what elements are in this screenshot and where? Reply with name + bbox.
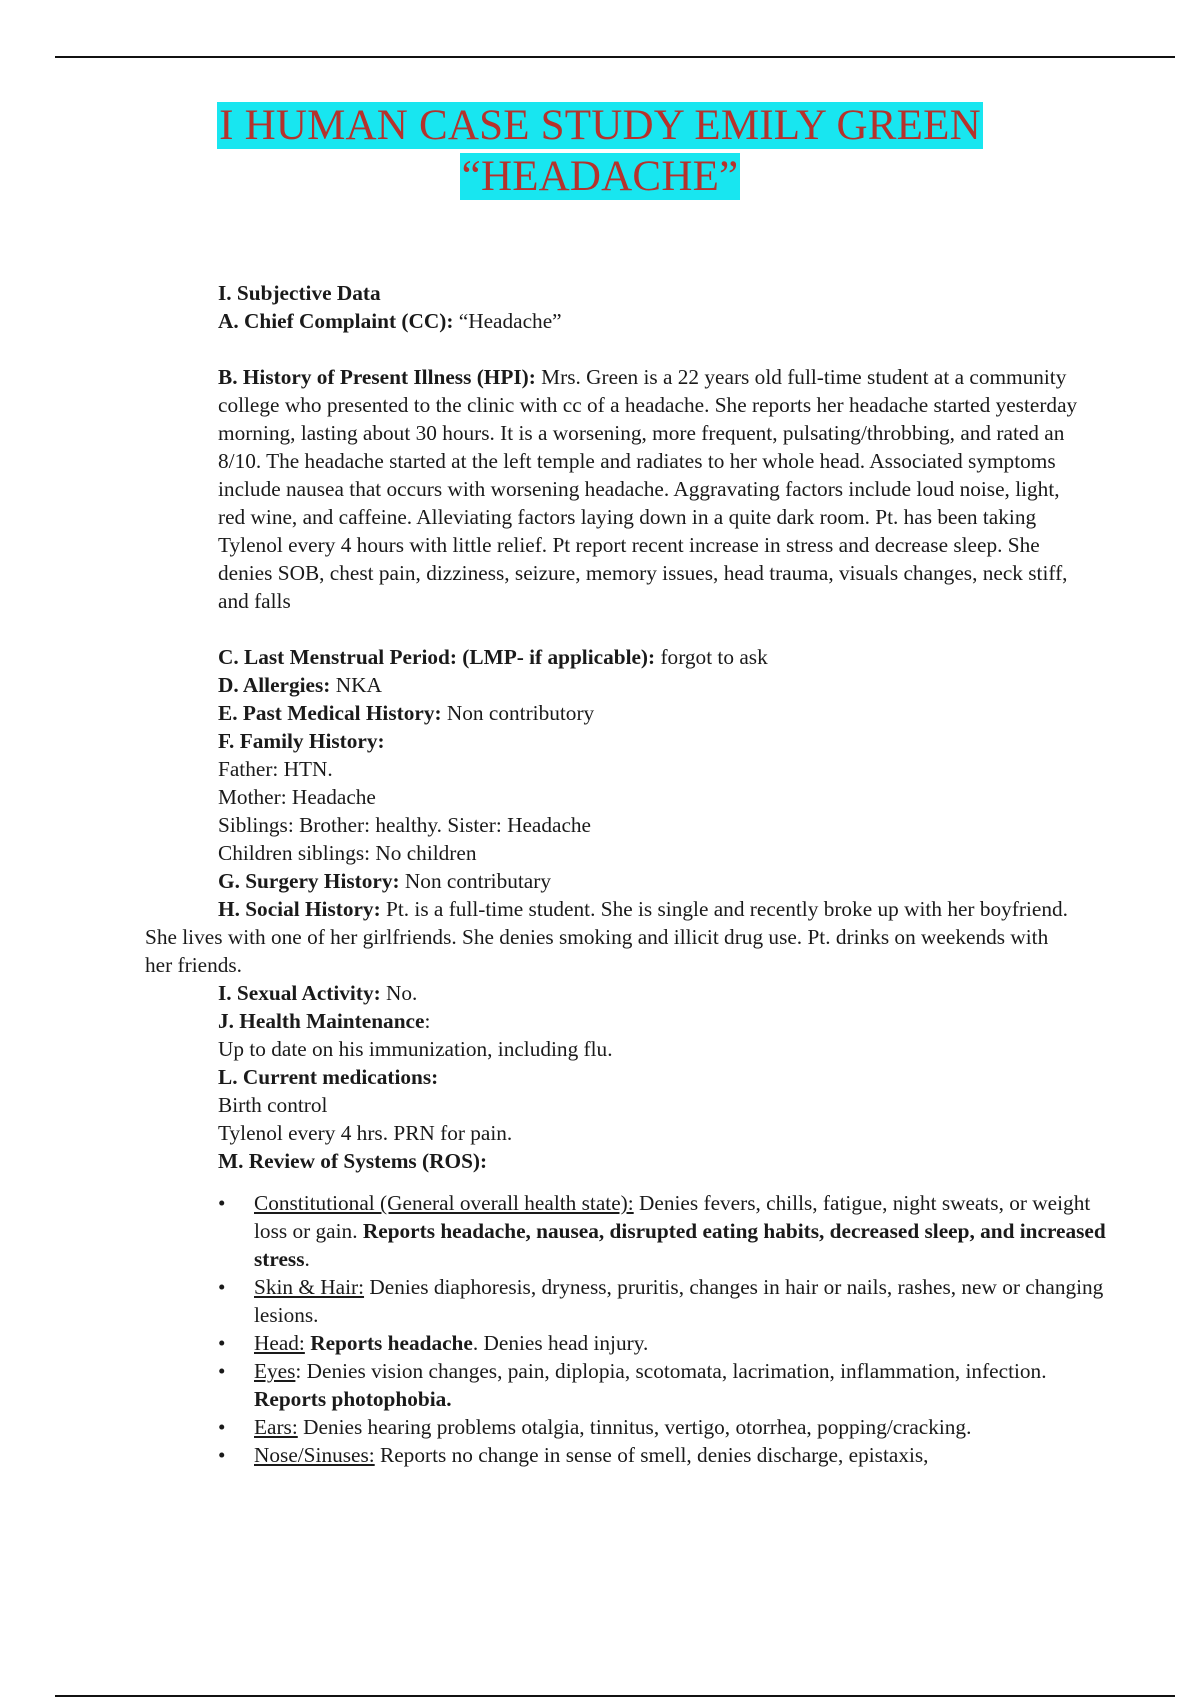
ros-item-skin-hair bbox=[218, 1273, 1112, 1329]
document-body bbox=[145, 279, 1106, 1469]
pmh-line bbox=[218, 699, 1078, 727]
medication-line: Birth control bbox=[218, 1093, 328, 1117]
ros-item-eyes bbox=[218, 1357, 1112, 1413]
health-maintenance-heading bbox=[218, 1007, 1078, 1035]
ros-heading bbox=[218, 1147, 1078, 1175]
family-history-line: Siblings: Brother: healthy. Sister: Headache bbox=[218, 813, 592, 837]
spacer bbox=[218, 615, 1078, 643]
ros-item-text: Denies fevers, chills, fatigue, night sweats, or weight loss or gain. bbox=[254, 1191, 1091, 1243]
social-label: H. Social History: bbox=[218, 897, 381, 921]
medication-line: Tylenol every 4 hrs. PRN for pain. bbox=[218, 1121, 513, 1145]
sexual-activity-line bbox=[218, 979, 1078, 1007]
health-maintenance-value: Up to date on his immunization, including flu. bbox=[218, 1037, 613, 1061]
ros-item-bold: Reports photophobia. bbox=[254, 1387, 452, 1411]
spacer bbox=[218, 335, 1078, 363]
cc-value: “Headache” bbox=[453, 309, 562, 333]
ros-item-head bbox=[218, 1329, 1112, 1357]
surgery-value: Non contributary bbox=[399, 869, 552, 893]
ros-item-ears bbox=[218, 1413, 1112, 1441]
sexual-value: No. bbox=[380, 981, 418, 1005]
ros-item-bold: Reports headache bbox=[310, 1331, 473, 1355]
ros-item-text: Reports no change in sense of smell, denies discharge, epistaxis, bbox=[374, 1443, 929, 1467]
social-history-paragraph bbox=[145, 895, 1080, 979]
medications-heading bbox=[218, 1063, 1078, 1091]
title-line-2: “HEADACHE” bbox=[461, 153, 739, 200]
surgery-line bbox=[218, 867, 1078, 895]
pmh-label: E. Past Medical History: bbox=[218, 701, 442, 725]
lmp-label: C. Last Menstrual Period: (LMP- if applicable): bbox=[218, 645, 656, 669]
family-history-heading bbox=[218, 727, 1078, 755]
cc-label: A. Chief Complaint (CC): bbox=[218, 309, 454, 333]
title-line-1: I HUMAN CASE STUDY EMILY GREEN bbox=[219, 102, 981, 149]
section-heading bbox=[218, 279, 1078, 307]
hpi-value: Mrs. Green is a 22 years old full-time student at a community college who presented to the clinic with cc of a headache. She reports her headache started yesterday morning, lasting about 30 hours. It is a worsening, more frequent, pulsating/throbbing, and rated an 8/10. The headache started at the left temple and radiates to her whole head. Associated symptoms include nausea that occurs with worsening headache. Aggravating factors include loud noise, light, red wine, and caffeine. Alleviating factors laying down in a quite dark room. Pt. has been taking Tylenol every 4 hours with little relief. Pt report recent increase in stress and decrease sleep. She denies SOB, chest pain, dizziness, seizure, memory issues, head trauma, visuals changes, neck stiff, and falls bbox=[218, 365, 1078, 613]
ros-item-text: Denies diaphoresis, dryness, pruritis, changes in hair or nails, rashes, new or changing lesions. bbox=[254, 1275, 1104, 1327]
family-history-line: Mother: Headache bbox=[218, 785, 376, 809]
lmp-line bbox=[218, 643, 1078, 671]
family-history-line: Children siblings: No children bbox=[218, 841, 477, 865]
hm-label: J. Health Maintenance bbox=[218, 1009, 425, 1033]
ros-item-constitutional bbox=[218, 1189, 1112, 1273]
hpi-paragraph bbox=[218, 363, 1078, 615]
ros-item-text: Denies hearing problems otalgia, tinnitus, vertigo, otorrhea, popping/cracking. bbox=[297, 1415, 972, 1439]
ros-item-nose-sinuses bbox=[218, 1441, 1112, 1469]
ros-item-label: Ears: bbox=[254, 1415, 298, 1439]
subjective-heading: I. Subjective Data bbox=[218, 281, 381, 305]
ros-item-tail: . Denies head injury. bbox=[472, 1331, 649, 1355]
document-title bbox=[0, 100, 1200, 202]
hpi-label: B. History of Present Illness (HPI): bbox=[218, 365, 536, 389]
surgery-label: G. Surgery History: bbox=[218, 869, 400, 893]
meds-label: L. Current medications: bbox=[218, 1065, 439, 1089]
lmp-value: forgot to ask bbox=[655, 645, 768, 669]
ros-item-label: Head: bbox=[254, 1331, 305, 1355]
ros-item-label: Nose/Sinuses: bbox=[254, 1443, 375, 1467]
ros-item-label: Eyes bbox=[254, 1359, 296, 1383]
ros-label: M. Review of Systems (ROS): bbox=[218, 1149, 488, 1173]
allergies-line bbox=[218, 671, 1078, 699]
ros-item-label: Constitutional (General overall health state): bbox=[254, 1191, 634, 1215]
fh-label: F. Family History: bbox=[218, 729, 385, 753]
pmh-value: Non contributory bbox=[441, 701, 595, 725]
social-value: Pt. is a full-time student. She is single and recently broke up with her boyfriend. She lives with one of her girlfriends. She denies smoking and illicit drug use. Pt. drinks on weekends with her friends. bbox=[145, 897, 1068, 977]
ros-item-bold: Reports headache, nausea, disrupted eating habits, decreased sleep, and increased stress bbox=[254, 1219, 1106, 1271]
chief-complaint bbox=[218, 307, 1078, 335]
bottom-rule bbox=[55, 1695, 1175, 1697]
ros-item-tail: . bbox=[304, 1247, 310, 1271]
ros-item-label: Skin & Hair: bbox=[254, 1275, 365, 1299]
hm-colon: : bbox=[424, 1009, 431, 1033]
sexual-label: I. Sexual Activity: bbox=[218, 981, 381, 1005]
family-history-line: Father: HTN. bbox=[218, 757, 333, 781]
allergies-value: NKA bbox=[330, 673, 382, 697]
ros-item-text: : Denies vision changes, pain, diplopia, scotomata, lacrimation, inflammation, infection. bbox=[295, 1359, 1047, 1383]
allergies-label: D. Allergies: bbox=[218, 673, 331, 697]
top-rule bbox=[55, 56, 1175, 58]
ros-list bbox=[218, 1189, 1106, 1469]
